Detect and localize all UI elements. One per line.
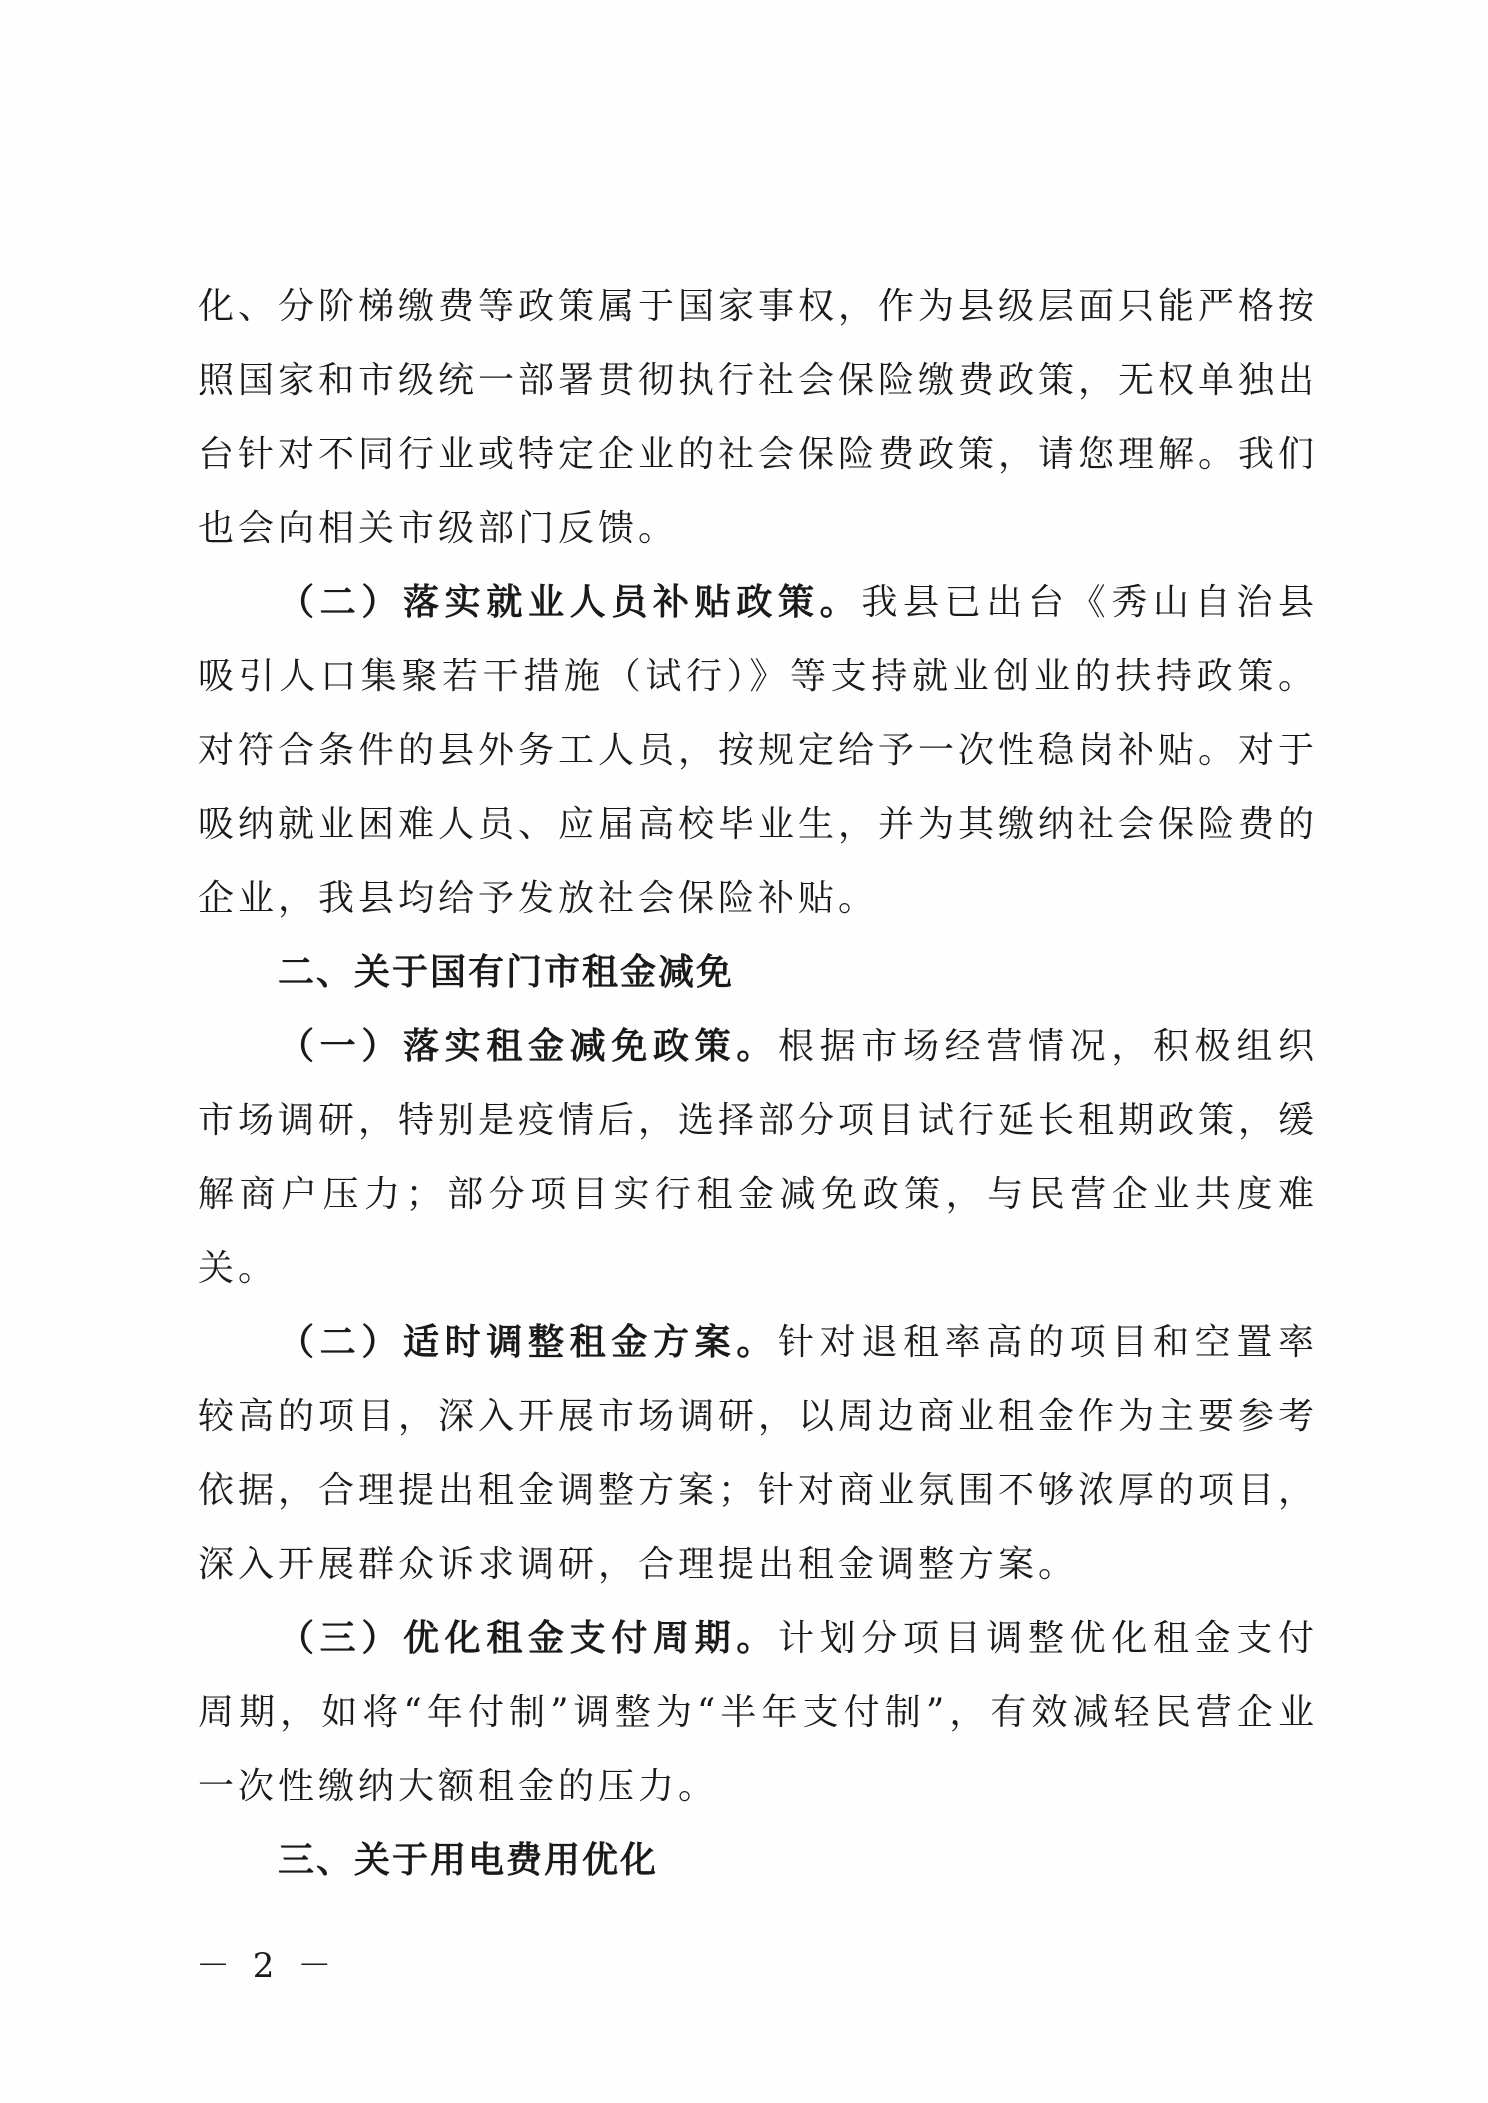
paragraph-rent-adjustment [198, 1306, 1318, 1602]
section-heading-rent-reduction: 二、关于国有门市租金减免 [278, 952, 735, 993]
paragraph-rent-reduction-policy [198, 1010, 1318, 1306]
paragraph-text: 计划分项目调整优化租金支付周期，如将“年付制”调整为“半年支付制”，有效减轻民营企业一次性缴纳大额租金的压力。 [198, 1618, 1318, 1807]
paragraph-lead: （二）落实就业人员补贴政策。 [278, 582, 862, 623]
paragraph-lead: （一）落实租金减免政策。 [278, 1026, 778, 1067]
page-number: － 2 － [196, 1946, 338, 1986]
paragraph-lead: （三）优化租金支付周期。 [278, 1618, 778, 1659]
paragraph-employment-subsidy [198, 566, 1318, 936]
section-heading-electricity-cost: 三、关于用电费用优化 [278, 1840, 659, 1881]
paragraph-text: 针对退租率高的项目和空置率较高的项目，深入开展市场调研，以周边商业租金作为主要参考依据，合理提出租金调整方案；针对商业氛围不够浓厚的项目，深入开展群众诉求调研，合理提出租金调整方案。 [198, 1322, 1319, 1585]
document-body [198, 270, 1318, 1898]
paragraph-lead: （二）适时调整租金方案。 [278, 1322, 778, 1363]
paragraph-social-insurance-policy [198, 270, 1318, 566]
paragraph-text: 我县已出台《秀山自治县吸引人口集聚若干措施（试行）》等支持就业创业的扶持政策。对符合条件的县外务工人员，按规定给予一次性稳岗补贴。对于吸纳就业困难人员、应届高校毕业生，并为其缴纳社会保险费的企业，我县均给予发放社会保险补贴。 [198, 582, 1319, 919]
paragraph-text: 根据市场经营情况，积极组织市场调研，特别是疫情后，选择部分项目试行延长租期政策，缓解商户压力；部分项目实行租金减免政策，与民营企业共度难关。 [198, 1026, 1319, 1289]
paragraph-rent-payment-cycle [198, 1602, 1318, 1824]
paragraph-text: 化、分阶梯缴费等政策属于国家事权，作为县级层面只能严格按照国家和市级统一部署贯彻执行社会保险缴费政策，无权单独出台针对不同行业或特定企业的社会保险费政策，请您理解。我们也会向相关市级部门反馈。 [198, 286, 1319, 549]
